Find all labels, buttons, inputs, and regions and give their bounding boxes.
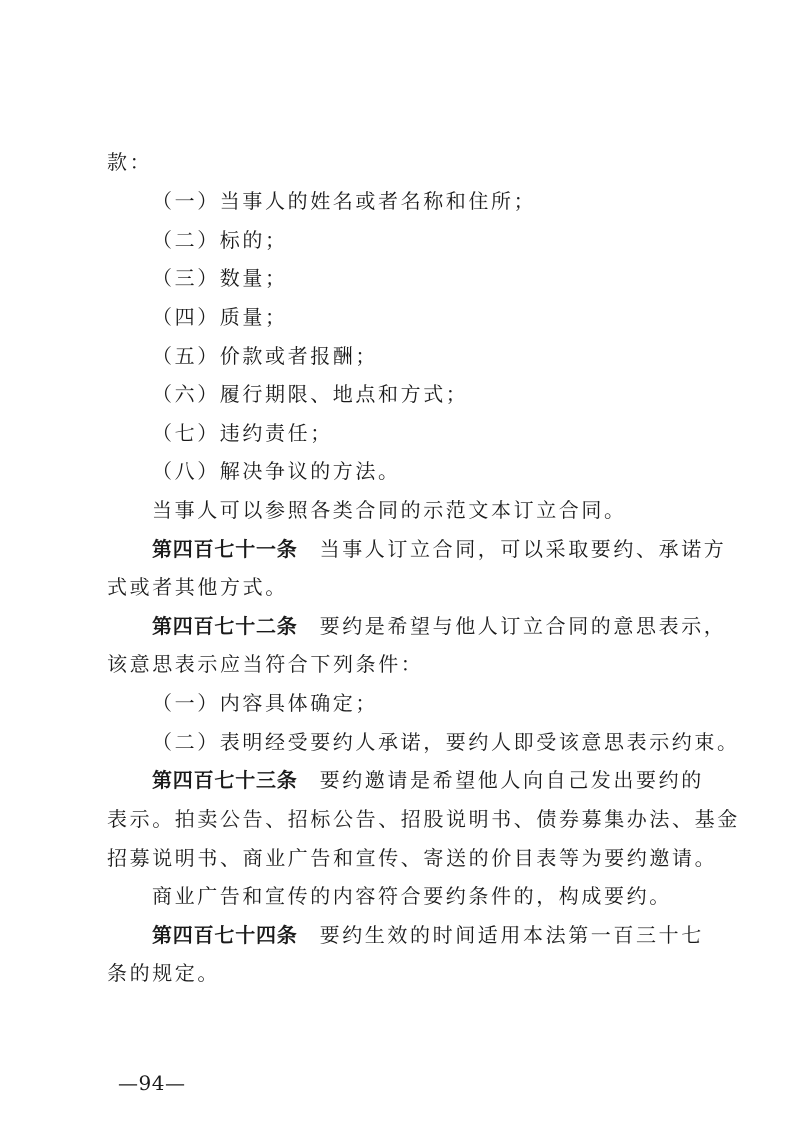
article-text: 要约是希望与他人订立合同的意思表示， bbox=[319, 614, 727, 638]
list-item: （八）解决争议的方法。 bbox=[152, 459, 401, 483]
text-line: 款： bbox=[107, 150, 153, 174]
article-text: 当事人订立合同，可以采取要约、承诺方 bbox=[319, 537, 727, 561]
article-line bbox=[152, 768, 704, 792]
article-line bbox=[152, 923, 704, 947]
list-item: （二）标的； bbox=[152, 228, 288, 252]
article-line bbox=[152, 537, 726, 561]
article-text: 要约生效的时间适用本法第一百三十七 bbox=[319, 923, 704, 947]
article-heading: 第四百七十一条 bbox=[152, 537, 298, 561]
list-item: （一）当事人的姓名或者名称和住所； bbox=[152, 189, 537, 213]
text-line: 招募说明书、商业广告和宣传、寄送的价目表等为要约邀请。 bbox=[107, 846, 718, 870]
article-heading: 第四百七十二条 bbox=[152, 614, 298, 638]
article-heading: 第四百七十四条 bbox=[152, 923, 298, 947]
list-item: （六）履行期限、地点和方式； bbox=[152, 382, 469, 406]
article-heading: 第四百七十三条 bbox=[152, 768, 298, 792]
list-item: （七）违约责任； bbox=[152, 421, 333, 445]
text-line: 该意思表示应当符合下列条件： bbox=[107, 652, 424, 676]
paragraph: 当事人可以参照各类合同的示范文本订立合同。 bbox=[152, 498, 627, 522]
text-line: 式或者其他方式。 bbox=[107, 575, 288, 599]
list-item: （五）价款或者报酬； bbox=[152, 344, 378, 368]
article-line bbox=[152, 614, 726, 638]
text-line: 条的规定。 bbox=[107, 961, 220, 985]
text-line: 表示。拍卖公告、招标公告、招股说明书、债券募集办法、基金 bbox=[107, 807, 740, 831]
list-item: （二）表明经受要约人承诺，要约人即受该意思表示约束。 bbox=[152, 730, 740, 754]
page-number: —94— bbox=[118, 1071, 186, 1095]
list-item: （一）内容具体确定； bbox=[152, 691, 378, 715]
article-text: 要约邀请是希望他人向自己发出要约的 bbox=[319, 768, 704, 792]
list-item: （四）质量； bbox=[152, 305, 288, 329]
paragraph: 商业广告和宣传的内容符合要约条件的，构成要约。 bbox=[152, 884, 672, 908]
list-item: （三）数量； bbox=[152, 266, 288, 290]
